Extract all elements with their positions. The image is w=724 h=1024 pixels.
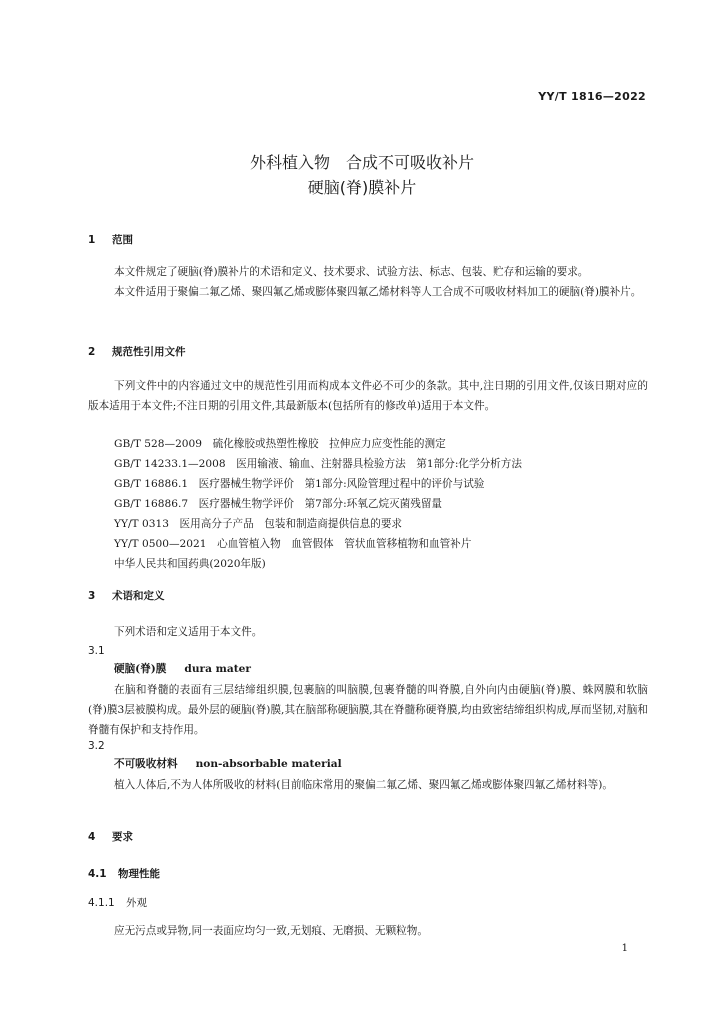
reference-item: GB/T 14233.1—2008 医用输液、输血、注射器具检验方法 第1部分:化学分析方法 [114,458,522,470]
section-title: 规范性引用文件 [112,346,186,358]
term-number: 3.2 [88,740,105,752]
section-number: 3 [88,590,96,602]
subsection-heading-4-1-1 [88,895,147,910]
document-title-line-2: 硬脑(脊)膜补片 [307,178,417,197]
document-title-line-1: 外科植入物 合成不可吸收补片 [249,153,474,172]
term-entry [114,756,342,771]
document-id: YY/T 1816—2022 [538,90,646,103]
page-number: 1 [621,943,628,954]
section-number: 4.1.1 [88,897,115,909]
paragraph: 应无污点或异物,同一表面应均匀一致,无划痕、无磨损、无颗粒物。 [114,925,428,937]
term-definition: 植入人体后,不为人体所吸收的材料(目前临床常用的聚偏二氟乙烯、聚四氟乙烯或膨体聚四氟乙烯材料等)。 [114,779,613,791]
section-heading-3 [88,588,165,603]
section-heading-4 [88,829,133,844]
reference-item: GB/T 16886.7 医疗器械生物学评价 第7部分:环氧乙烷灭菌残留量 [114,498,443,510]
reference-item: GB/T 528—2009 硫化橡胶或热塑性橡胶 拉伸应力应变性能的测定 [114,438,446,450]
section-number: 4 [88,831,96,843]
subsection-heading-4-1 [88,866,160,881]
paragraph: 本文件规定了硬脑(脊)膜补片的术语和定义、技术要求、试验方法、标志、包装、贮存和运输的要求。 [114,266,589,278]
section-heading-2 [88,344,186,359]
term-entry [114,661,251,676]
section-number: 4.1 [88,868,107,880]
reference-item: YY/T 0313 医用高分子产品 包装和制造商提供信息的要求 [114,518,403,530]
term-english: dura mater [184,663,251,675]
term-chinese: 硬脑(脊)膜 [114,663,167,675]
paragraph: 本文件适用于聚偏二氟乙烯、聚四氟乙烯或膨体聚四氟乙烯材料等人工合成不可吸收材料加工的硬脑(脊)膜补片。 [114,286,642,298]
paragraph: 下列文件中的内容通过文中的规范性引用而构成本文件必不可少的条款。其中,注日期的引用文件,仅该日期对应的版本适用于本文件;不注日期的引用文件,其最新版本(包括所有的修改单)适用于本文件。 [88,380,648,412]
section-heading-1 [88,232,133,247]
term-number: 3.1 [88,645,105,657]
section-number: 2 [88,346,96,358]
reference-item: 中华人民共和国药典(2020年版) [114,558,266,570]
paragraph: 下列术语和定义适用于本文件。 [114,626,263,638]
term-english: non-absorbable material [195,758,342,770]
term-definition: 在脑和脊髓的表面有三层结缔组织膜,包裹脑的叫脑膜,包裹脊髓的叫脊膜,自外向内由硬脑(脊)膜、蛛网膜和软脑(脊)膜3层被膜构成。最外层的硬脑(脊)膜,其在脑部称硬脑膜,其在脊髓称硬脊膜,均由致密结缔组织构成,厚而坚韧,对脑和脊髓有保护和支持作用。 [88,684,648,736]
section-title: 术语和定义 [112,590,165,602]
section-title: 外观 [126,897,147,909]
section-title: 范围 [112,234,133,246]
term-chinese: 不可吸收材料 [114,758,178,770]
section-number: 1 [88,234,96,246]
reference-item: YY/T 0500—2021 心血管植入物 血管假体 管状血管移植物和血管补片 [114,538,472,550]
reference-item: GB/T 16886.1 医疗器械生物学评价 第1部分:风险管理过程中的评价与试验 [114,478,485,490]
section-title: 要求 [112,831,133,843]
section-title: 物理性能 [118,868,160,880]
